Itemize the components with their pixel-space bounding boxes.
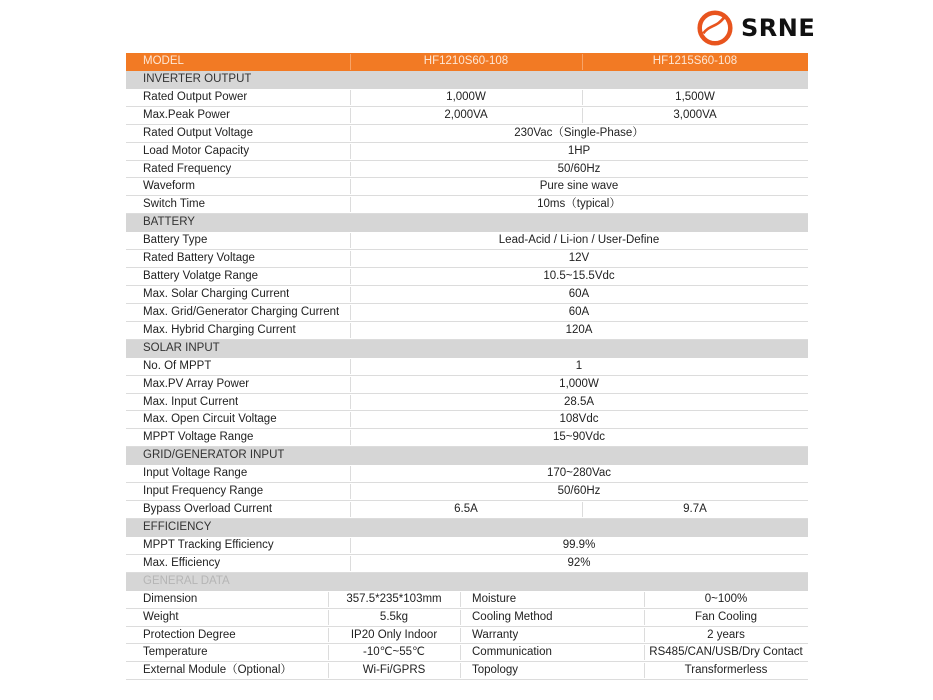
spec-row [126, 232, 808, 250]
spec-value-model-b: 3,000VA [673, 108, 717, 121]
spec-label: Rated Output Power [143, 90, 248, 103]
spec-label: Warranty [472, 628, 519, 641]
brand-logo [697, 8, 815, 48]
spec-value: 10ms（typical） [537, 198, 621, 211]
cell-divider [460, 592, 461, 607]
spec-value: 15~90Vdc [552, 431, 606, 444]
cell-divider [460, 610, 461, 625]
spec-label: Moisture [472, 592, 517, 605]
section-title: GRID/GENERATOR INPUT [143, 449, 285, 462]
spec-value: 50/60Hz [557, 162, 601, 175]
spec-row [126, 125, 808, 143]
spec-label: Max. Solar Charging Current [143, 287, 290, 300]
spec-row [126, 411, 808, 429]
spec-label: Max. Efficiency [143, 556, 221, 569]
spec-value: Transformerless [684, 664, 768, 677]
spec-label: Bypass Overload Current [143, 503, 273, 516]
spec-label: Max.Peak Power [143, 108, 230, 121]
spec-row [126, 322, 808, 340]
spec-value-model-b: 1,500W [675, 90, 715, 103]
model-b: HF1215S60-108 [652, 55, 738, 67]
spec-label: Dimension [143, 592, 198, 605]
section-header-solar [126, 340, 808, 358]
spec-value: 357.5*235*103mm [346, 592, 442, 605]
spec-label: Battery Volatge Range [143, 270, 259, 283]
cell-divider [460, 645, 461, 660]
spec-row [126, 429, 808, 447]
spec-value: 60A [568, 287, 590, 300]
spec-value: 50/60Hz [557, 485, 601, 498]
spec-label: Rated Output Voltage [143, 126, 253, 139]
spec-label: Max. Input Current [143, 395, 239, 408]
spec-value: 1 [575, 359, 583, 372]
spec-label: Switch Time [143, 198, 205, 211]
spec-label: Protection Degree [143, 628, 236, 641]
table-header-row [126, 53, 808, 71]
spec-label: Battery Type [143, 234, 208, 247]
spec-row [126, 394, 808, 412]
spec-row [126, 358, 808, 376]
spec-row [126, 143, 808, 161]
spec-row [126, 376, 808, 394]
model-label: MODEL [143, 55, 184, 67]
section-title: BATTERY [143, 216, 195, 229]
spec-label: Cooling Method [472, 610, 553, 623]
spec-value: 230Vac（Single-Phase） [514, 126, 644, 139]
spec-label: Topology [472, 664, 519, 677]
srne-logo-icon [697, 10, 733, 46]
section-title: EFFICIENCY [143, 520, 212, 533]
spec-value: Lead-Acid / Li-ion / User-Define [498, 234, 660, 247]
spec-row [126, 465, 808, 483]
spec-label: Waveform [143, 180, 195, 193]
section-header-efficiency [126, 519, 808, 537]
spec-value: 1HP [567, 144, 591, 157]
spec-value: 12V [568, 252, 590, 265]
spec-value: Fan Cooling [694, 610, 757, 623]
spec-value: 0~100% [704, 592, 748, 605]
spec-label: Rated Battery Voltage [143, 252, 255, 265]
spec-label: Communication [472, 646, 552, 659]
spec-value: 28.5A [563, 395, 595, 408]
spec-row [126, 161, 808, 179]
spec-value-model-a: 1,000W [446, 90, 486, 103]
spec-label: Input Voltage Range [143, 467, 248, 480]
spec-row [126, 250, 808, 268]
spec-label: MPPT Voltage Range [143, 431, 254, 444]
spec-row [126, 304, 808, 322]
spec-value: IP20 Only Indoor [350, 628, 438, 641]
spec-row [126, 196, 808, 214]
spec-value: 120A [565, 323, 593, 336]
spec-row [126, 107, 808, 125]
spec-value-model-a: 2,000VA [444, 108, 488, 121]
spec-row [126, 483, 808, 501]
spec-label: Rated Frequency [143, 162, 232, 175]
spec-row [126, 627, 808, 645]
spec-label: Temperature [143, 646, 208, 659]
spec-value: RS485/CAN/USB/Dry Contact [649, 646, 803, 659]
brand-name: SRNE [741, 14, 816, 42]
spec-value: Pure sine wave [539, 180, 619, 193]
spec-value: 5.5kg [379, 610, 409, 623]
spec-value: 2 years [707, 628, 745, 641]
spec-value: Wi-Fi/GPRS [362, 664, 426, 677]
spec-value: 10.5~15.5Vdc [543, 270, 615, 283]
section-title: SOLAR INPUT [143, 341, 220, 354]
section-header-battery [126, 214, 808, 232]
spec-value: 108Vdc [559, 413, 599, 426]
spec-value: 170~280Vac [546, 467, 612, 480]
spec-value-model-a: 6.5A [454, 503, 478, 516]
spec-value: 60A [568, 305, 590, 318]
spec-label: External Module（Optional） [143, 664, 292, 677]
spec-row [126, 268, 808, 286]
spec-label: Max. Open Circuit Voltage [143, 413, 277, 426]
spec-label: Max. Hybrid Charging Current [143, 323, 296, 336]
section-header-general [126, 573, 808, 591]
spec-row [126, 644, 808, 662]
spec-row [126, 89, 808, 107]
spec-label: Input Frequency Range [143, 485, 264, 498]
spec-row [126, 501, 808, 519]
spec-row [126, 537, 808, 555]
spec-label: Load Motor Capacity [143, 144, 250, 157]
spec-row [126, 555, 808, 573]
section-title: INVERTER OUTPUT [143, 72, 252, 85]
spec-row [126, 286, 808, 304]
section-title: GENERAL DATA [143, 574, 230, 587]
section-header-inverter [126, 71, 808, 89]
spec-label: Weight [143, 610, 179, 623]
spec-value: 1,000W [559, 377, 599, 390]
spec-row [126, 662, 808, 680]
spec-label: Max.PV Array Power [143, 377, 250, 390]
spec-row [126, 178, 808, 196]
cell-divider [460, 628, 461, 643]
spec-label: MPPT Tracking Efficiency [143, 538, 274, 551]
cell-divider [460, 663, 461, 678]
spec-table [126, 53, 808, 680]
spec-value: 92% [567, 556, 591, 569]
section-header-grid [126, 447, 808, 465]
model-a: HF1210S60-108 [423, 55, 509, 67]
spec-row [126, 591, 808, 609]
spec-value: -10℃~55℃ [363, 646, 425, 659]
spec-value: 99.9% [562, 538, 596, 551]
spec-label: Max. Grid/Generator Charging Current [143, 305, 340, 318]
spec-value-model-b: 9.7A [683, 503, 707, 516]
spec-row [126, 609, 808, 627]
spec-label: No. Of MPPT [143, 359, 212, 372]
